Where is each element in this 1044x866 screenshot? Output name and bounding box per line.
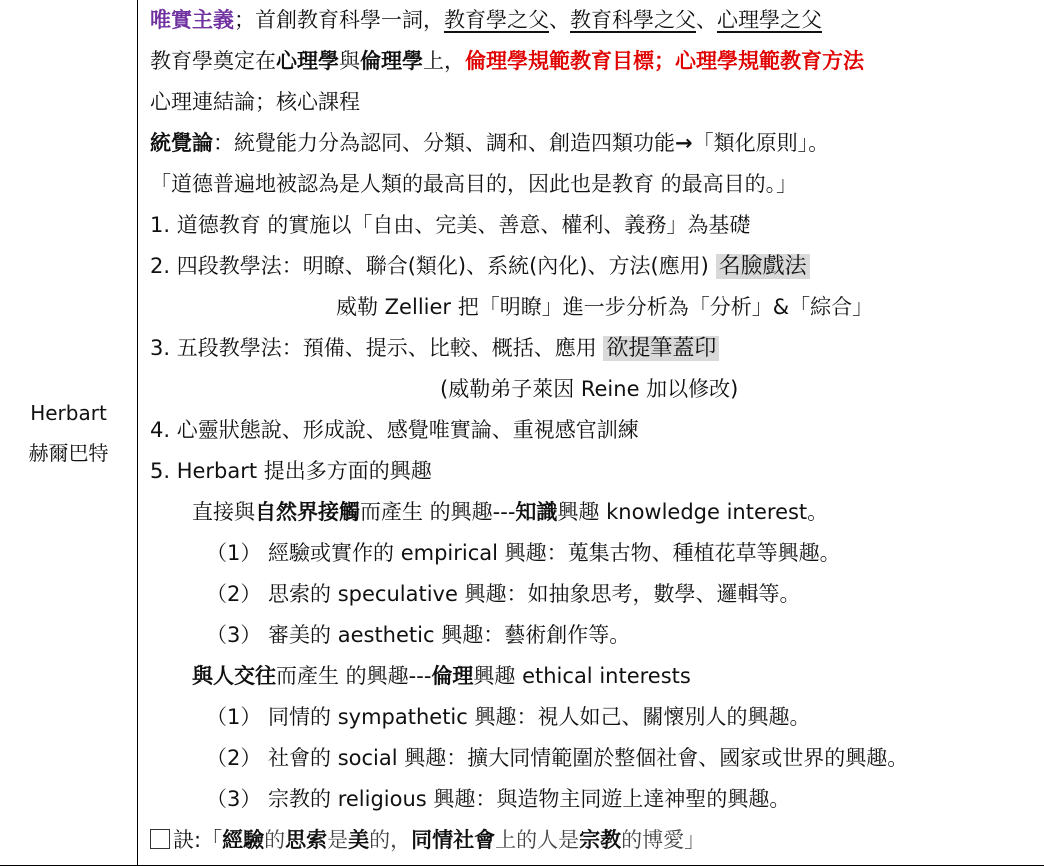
line-8: 威勒 Zellier 把「明瞭」進一步分析為「分析」&「綜合」	[336, 295, 874, 319]
knowledge-term: 知識	[515, 500, 558, 524]
mn-sympathy-social: 同情社會	[411, 828, 496, 852]
line-2-and: 與	[339, 49, 360, 73]
sep: 、	[549, 8, 570, 32]
line-4	[150, 123, 1044, 164]
mn-speculative: 思索	[285, 828, 328, 852]
content-cell	[138, 0, 1044, 866]
apperception-term: 統覺論	[150, 131, 213, 155]
mnemonic-open: :「	[194, 828, 223, 852]
sep: 、	[696, 8, 717, 32]
line-2	[150, 41, 1044, 82]
assimilation-principle: 「類化原則」。	[692, 131, 830, 155]
line-13-end: 興趣 knowledge interest。	[557, 500, 829, 524]
mnemonic-label: 訣	[173, 828, 194, 852]
box-icon	[150, 829, 170, 849]
line-13	[150, 492, 1044, 533]
line-13-text: 直接與	[192, 500, 255, 524]
line-1-text: ；首創教育科學一詞，	[234, 8, 444, 32]
line-20: （3） 宗教的 religious 興趣：與造物主同遊上達神聖的興趣。	[206, 787, 791, 811]
line-4-text: ：統覺能力分為認同、分類、調和、創造四類功能	[213, 131, 675, 155]
line-16: （3） 審美的 aesthetic 興趣：藝術創作等。	[206, 623, 631, 647]
ethics-interest-term: 倫理	[431, 664, 474, 688]
arrow-icon: →	[675, 131, 693, 155]
realism-term: 唯實主義	[150, 8, 234, 32]
line-5: 「道德普遍地被認為是人類的最高目的，因此也是教育 的最高目的。」	[150, 172, 798, 196]
line-9	[150, 328, 1044, 369]
mn-de: 的	[264, 828, 286, 852]
line-6: 1. 道德教育 的實施以「自由、完美、善意、權利、義務」為基礎	[150, 213, 751, 237]
mnemonic-five-step: 欲提筆蓋印	[603, 336, 719, 361]
title-father-psychology: 心理學之父	[717, 8, 822, 32]
line-17-mid: 而產生 的興趣---	[276, 664, 432, 688]
mn-love: 的博愛」	[621, 828, 706, 852]
person-name-en: Herbart	[30, 400, 107, 425]
mn-aesthetic: 美	[348, 828, 370, 852]
line-3: 心理連結論；核心課程	[150, 90, 360, 114]
line-10: (威勒弟子萊因 Reine 加以修改)	[440, 377, 739, 401]
contact-nature-term: 自然界接觸	[255, 500, 360, 524]
title-father-edu-science: 教育科學之父	[570, 8, 696, 32]
social-contact-term: 與人交往	[192, 664, 276, 688]
line-14: （1） 經驗或實作的 empirical 興趣：蒐集古物、種植花草等興趣。	[206, 541, 841, 565]
line-21	[150, 820, 1044, 861]
line-19: （2） 社會的 social 興趣：擴大同情範圍於整個社會、國家或世界的興趣。	[206, 746, 909, 770]
line-11: 4. 心靈狀態說、形成說、感覺唯實論、重視感官訓練	[150, 418, 639, 442]
ethics-term: 倫理學	[360, 49, 423, 73]
line-7	[150, 246, 1044, 287]
mn-de2: 的，	[369, 828, 412, 852]
line-15: （2） 思索的 speculative 興趣：如抽象思考，數學、邏輯等。	[206, 582, 801, 606]
mn-is: 是	[327, 828, 349, 852]
four-step-method: 2. 四段教學法：明瞭、聯合(類化)、系統(內化)、方法(應用)	[150, 254, 709, 278]
mn-experience: 經驗	[222, 828, 265, 852]
line-18: （1） 同情的 sympathetic 興趣：視人如己、關懷別人的興趣。	[206, 705, 811, 729]
person-name-zh: 赫爾巴特	[28, 440, 109, 465]
title-father-education: 教育學之父	[444, 8, 549, 32]
mnemonic-four-step: 名臉戲法	[716, 254, 810, 279]
five-step-method: 3. 五段教學法：預備、提示、比較、概括、應用	[150, 336, 597, 360]
content-body	[138, 0, 1044, 861]
line-17	[150, 656, 1044, 697]
line-12: 5. Herbart 提出多方面的興趣	[150, 459, 432, 483]
psychology-term: 心理學	[276, 49, 339, 73]
person-cell	[0, 0, 138, 866]
mn-religious: 宗教	[579, 828, 622, 852]
mn-people: 上的人是	[495, 828, 580, 852]
ethics-psychology-norm: 倫理學規範教育目標；心理學規範教育方法	[465, 49, 864, 73]
line-1	[150, 0, 1044, 41]
line-13-mid: 而產生 的興趣---	[360, 500, 516, 524]
line-2-text: 教育學奠定在	[150, 49, 276, 73]
line-2-on: 上，	[423, 49, 465, 73]
line-17-end: 興趣 ethical interests	[473, 664, 691, 688]
